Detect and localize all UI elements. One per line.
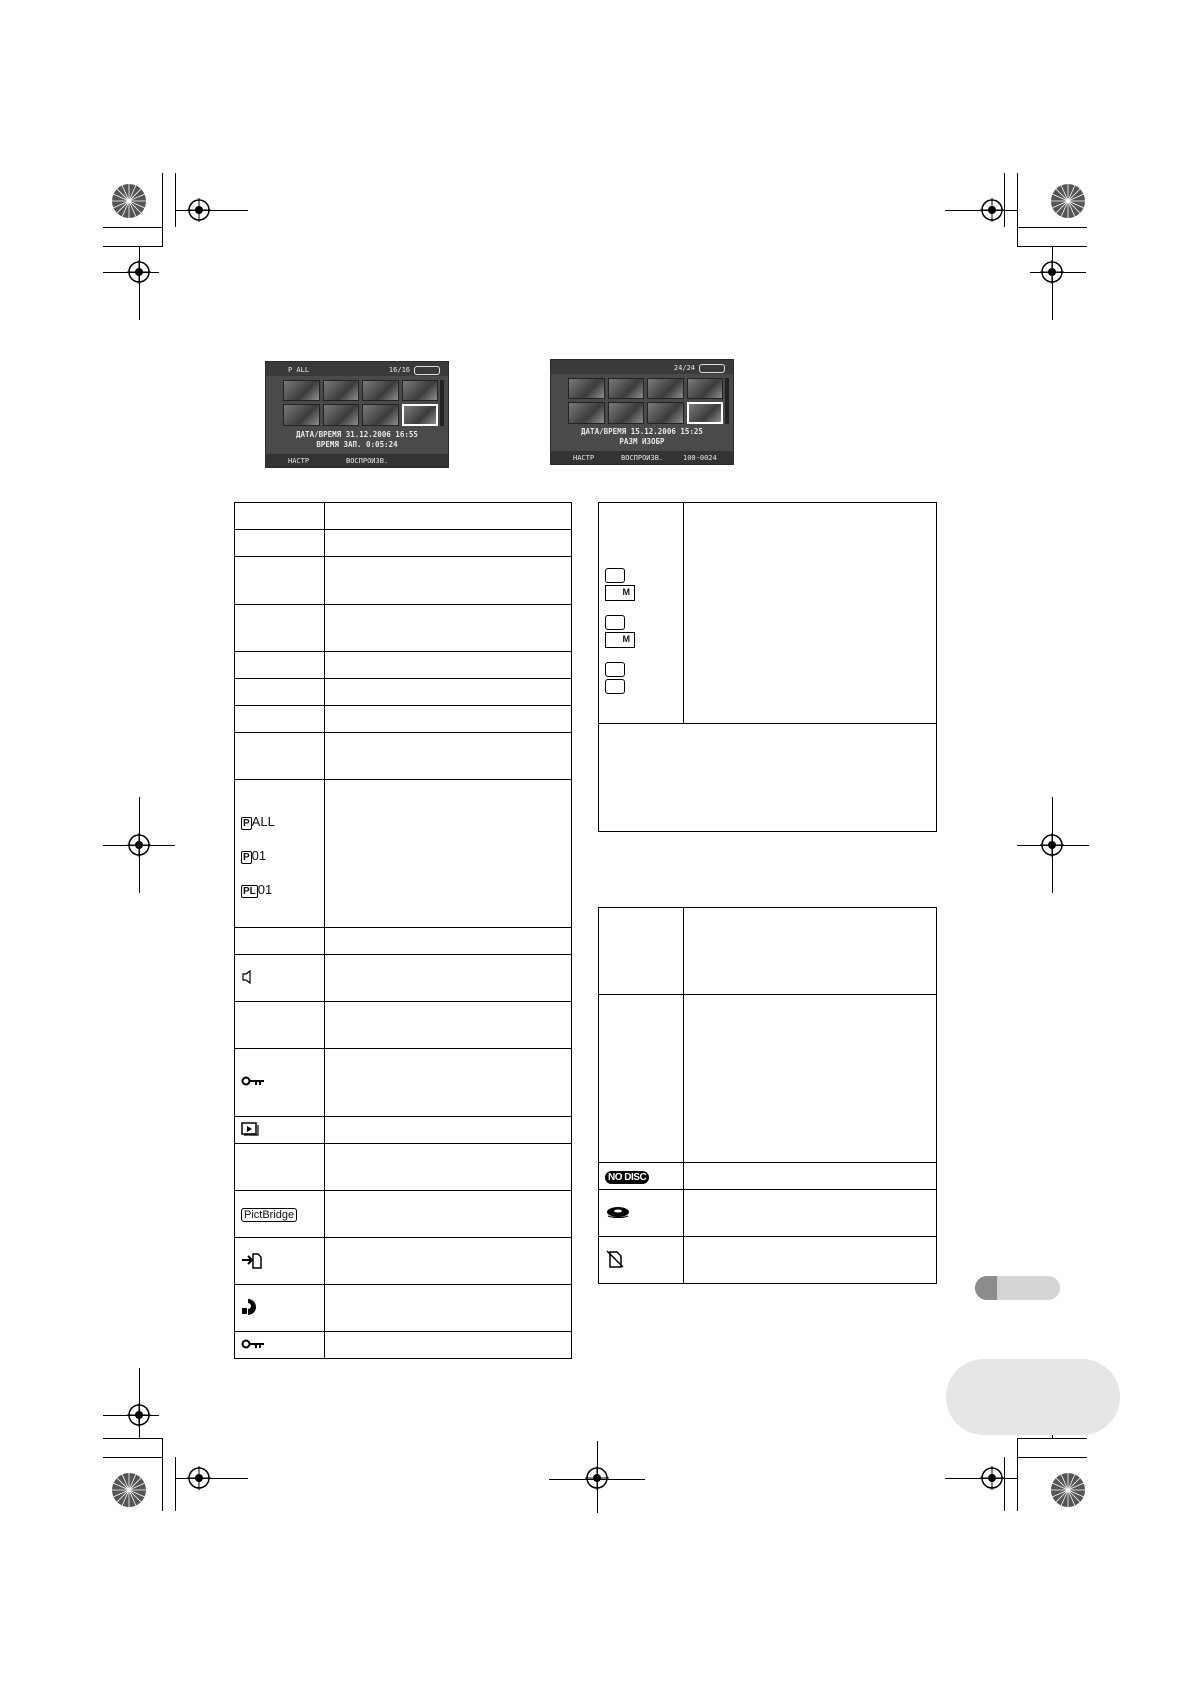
table-row <box>599 503 937 724</box>
table-row <box>599 724 937 832</box>
pictbridge-icon: PictBridge <box>241 1208 297 1222</box>
playlist-01-indicator: P 01 <box>243 847 267 863</box>
file-counter: 24/24 <box>673 364 695 372</box>
thumbnail <box>608 378 645 399</box>
table-row <box>599 1163 937 1190</box>
playlist-pl01-indicator: PL 01 <box>243 881 273 897</box>
picture-size-icon: M <box>605 632 635 648</box>
star-target-mark <box>1050 183 1086 219</box>
speaker-icon <box>241 969 255 985</box>
star-target-mark <box>111 183 147 219</box>
thumbnail-selected <box>687 402 724 425</box>
info-picture-size: РАЗМ ИЗОБР <box>619 437 665 446</box>
table-row <box>235 955 572 1002</box>
thumbnail-grid <box>568 378 723 424</box>
indicator-table-left <box>234 502 572 1359</box>
indicator-table-right <box>598 502 937 832</box>
table-row <box>235 1144 572 1191</box>
dpof-icon <box>241 1297 261 1317</box>
thumbnail <box>402 380 439 401</box>
table-row <box>235 503 572 530</box>
table-row <box>235 605 572 652</box>
info-rec-time: ВРЕМЯ ЗАП. 0:05:24 <box>316 440 398 449</box>
info-datetime: ДАТА/ВРЕМЯ 15.12.2006 15:25 <box>581 427 703 436</box>
picture-size-icon <box>605 662 625 677</box>
picture-size-icon <box>605 679 625 694</box>
registration-mark <box>1040 260 1064 284</box>
info-datetime: ДАТА/ВРЕМЯ 31.12.2006 16:55 <box>296 430 418 439</box>
thumbnail <box>608 402 645 425</box>
card-insert-icon <box>241 1251 263 1269</box>
thumbnail-selected <box>402 404 439 427</box>
thumbnail <box>647 378 684 399</box>
table-row <box>235 652 572 679</box>
table-row <box>235 706 572 733</box>
p-box-icon: P <box>243 817 250 829</box>
playlist-all-indicator: P ALL <box>243 813 275 829</box>
playback-label: ВОСПРОИЗВ. <box>346 457 389 465</box>
slideshow-icon <box>241 1122 259 1136</box>
p-box-icon: P <box>243 851 250 863</box>
registration-mark <box>187 198 211 222</box>
table-row <box>235 679 572 706</box>
table-row <box>235 1238 572 1285</box>
table-row <box>235 733 572 780</box>
picture-size-icon <box>605 615 625 630</box>
scrollbar <box>725 378 729 424</box>
thumbnail-grid <box>283 380 438 426</box>
picture-size-icon <box>605 568 625 583</box>
thumbnail <box>687 378 724 399</box>
registration-mark <box>127 1403 151 1427</box>
picture-size-icon: M <box>605 585 635 601</box>
key-icon <box>241 1338 265 1350</box>
table-row <box>599 908 937 995</box>
thumbnail <box>283 380 320 401</box>
setup-label: НАСТР <box>288 457 310 465</box>
play-mode-label: P ALL <box>288 366 310 374</box>
file-number: 100-0024 <box>683 454 717 462</box>
no-card-icon <box>605 1249 625 1269</box>
key-icon <box>241 1075 265 1087</box>
battery-icon <box>699 364 725 373</box>
table-row <box>599 1237 937 1284</box>
scrollbar <box>440 380 444 426</box>
thumbnail <box>362 404 399 427</box>
thumbnail <box>323 404 360 427</box>
table-row <box>235 530 572 557</box>
table-row <box>235 1049 572 1117</box>
registration-mark <box>127 833 151 857</box>
thumbnail <box>647 402 684 425</box>
thumbnail <box>323 380 360 401</box>
star-target-mark <box>111 1472 147 1508</box>
dirty-disc-icon <box>605 1205 631 1219</box>
registration-mark <box>187 1466 211 1490</box>
battery-icon <box>414 366 440 375</box>
table-row <box>235 928 572 955</box>
page-number-oval <box>946 1359 1120 1435</box>
thumbnail <box>362 380 399 401</box>
playback-screen-card <box>550 359 734 465</box>
playback-label: ВОСПРОИЗВ. <box>621 454 664 462</box>
table-row <box>235 1117 572 1144</box>
file-counter: 16/16 <box>388 366 410 374</box>
pl-box-icon: PL <box>243 885 256 897</box>
registration-mark <box>127 260 151 284</box>
setup-label: НАСТР <box>573 454 595 462</box>
thumbnail <box>283 404 320 427</box>
table-row <box>599 1190 937 1237</box>
table-row <box>235 1332 572 1359</box>
registration-mark <box>1040 833 1064 857</box>
table-row <box>235 780 572 928</box>
thumbnail <box>568 402 605 425</box>
table-row <box>235 557 572 605</box>
table-row <box>599 995 937 1163</box>
table-row <box>235 1002 572 1049</box>
star-target-mark <box>1050 1472 1086 1508</box>
registration-mark <box>585 1466 609 1490</box>
warning-table <box>598 907 937 1284</box>
section-tab <box>975 1276 1060 1300</box>
no-disc-icon: NO DISC <box>605 1171 649 1184</box>
registration-mark <box>980 198 1004 222</box>
table-row <box>235 1285 572 1332</box>
table-row <box>235 1191 572 1238</box>
thumbnail <box>568 378 605 399</box>
registration-mark <box>980 1466 1004 1490</box>
playback-screen-disc <box>265 361 449 468</box>
